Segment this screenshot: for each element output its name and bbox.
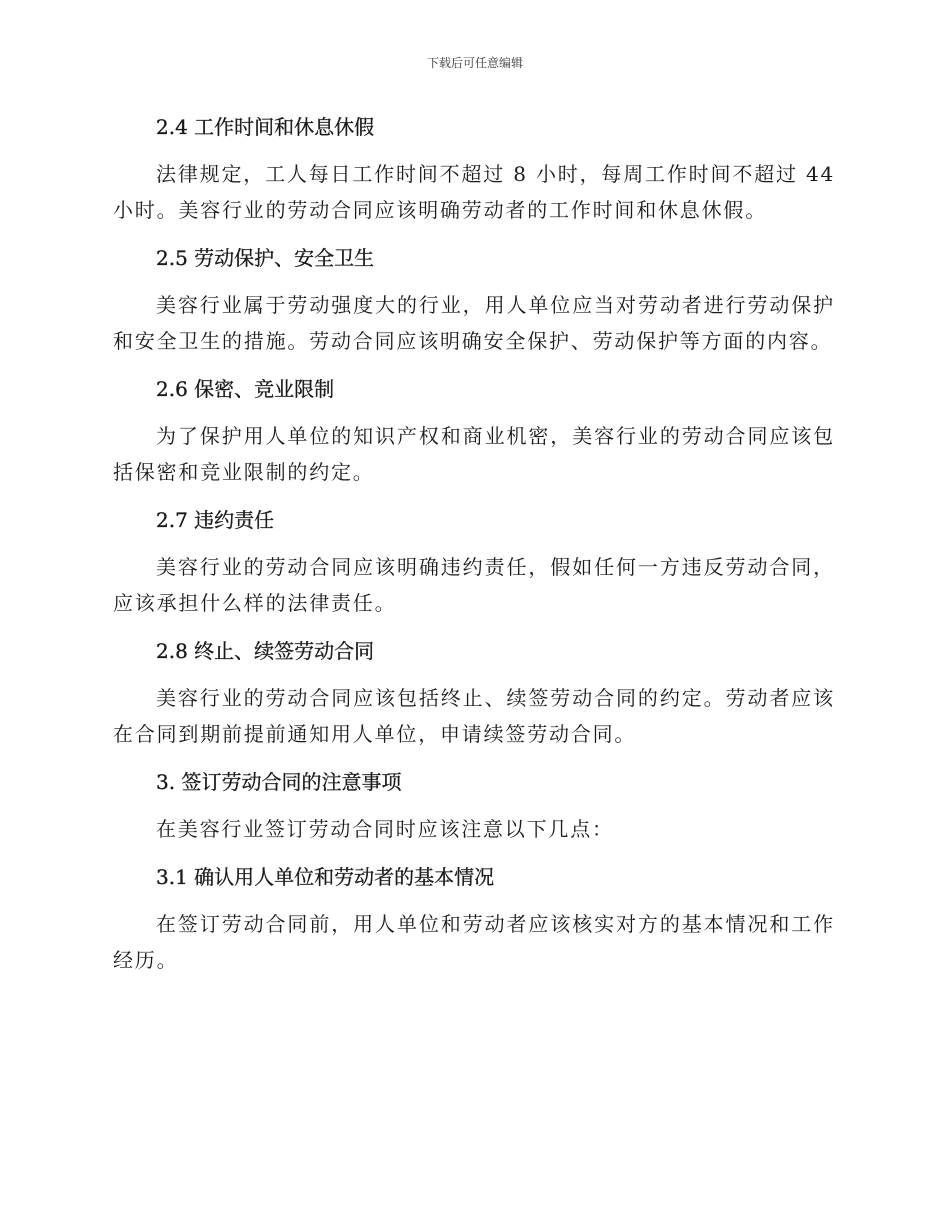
section-paragraph: 在美容行业签订劳动合同时应该注意以下几点： [156, 817, 614, 841]
section-heading: 2.4 工作时间和休息休假 [156, 115, 375, 139]
section-paragraph: 在签订劳动合同前，用人单位和劳动者应该核实对方的基本情况和工作经历。 [113, 912, 835, 972]
document-body [113, 111, 835, 992]
section-paragraph: 美容行业的劳动合同应该包括终止、续签劳动合同的约定。劳动者应该在合同到期前提前通知用人单位，申请续签劳动合同。 [113, 686, 835, 746]
page-header: 下载后可任意编辑 [426, 56, 523, 70]
section-heading: 2.6 保密、竞业限制 [156, 377, 335, 401]
section-heading: 3.1 确认用人单位和劳动者的基本情况 [156, 865, 495, 889]
section-heading: 2.5 劳动保护、安全卫生 [156, 246, 375, 270]
section-heading: 3. 签订劳动合同的注意事项 [156, 770, 402, 794]
section-paragraph: 美容行业的劳动合同应该明确违约责任，假如任何一方违反劳动合同，应该承担什么样的法律责任。 [113, 555, 835, 615]
section-heading: 2.8 终止、续签劳动合同 [156, 639, 375, 663]
section-paragraph: 为了保护用人单位的知识产权和商业机密，美容行业的劳动合同应该包括保密和竞业限制的约定。 [113, 424, 835, 484]
section-heading: 2.7 违约责任 [156, 508, 275, 532]
section-paragraph: 法律规定，工人每日工作时间不超过 8 小时，每周工作时间不超过 44 小时。美容行业的劳动合同应该明确劳动者的工作时间和休息休假。 [113, 162, 835, 222]
section-paragraph: 美容行业属于劳动强度大的行业，用人单位应当对劳动者进行劳动保护和安全卫生的措施。劳动合同应该明确安全保护、劳动保护等方面的内容。 [113, 293, 835, 353]
